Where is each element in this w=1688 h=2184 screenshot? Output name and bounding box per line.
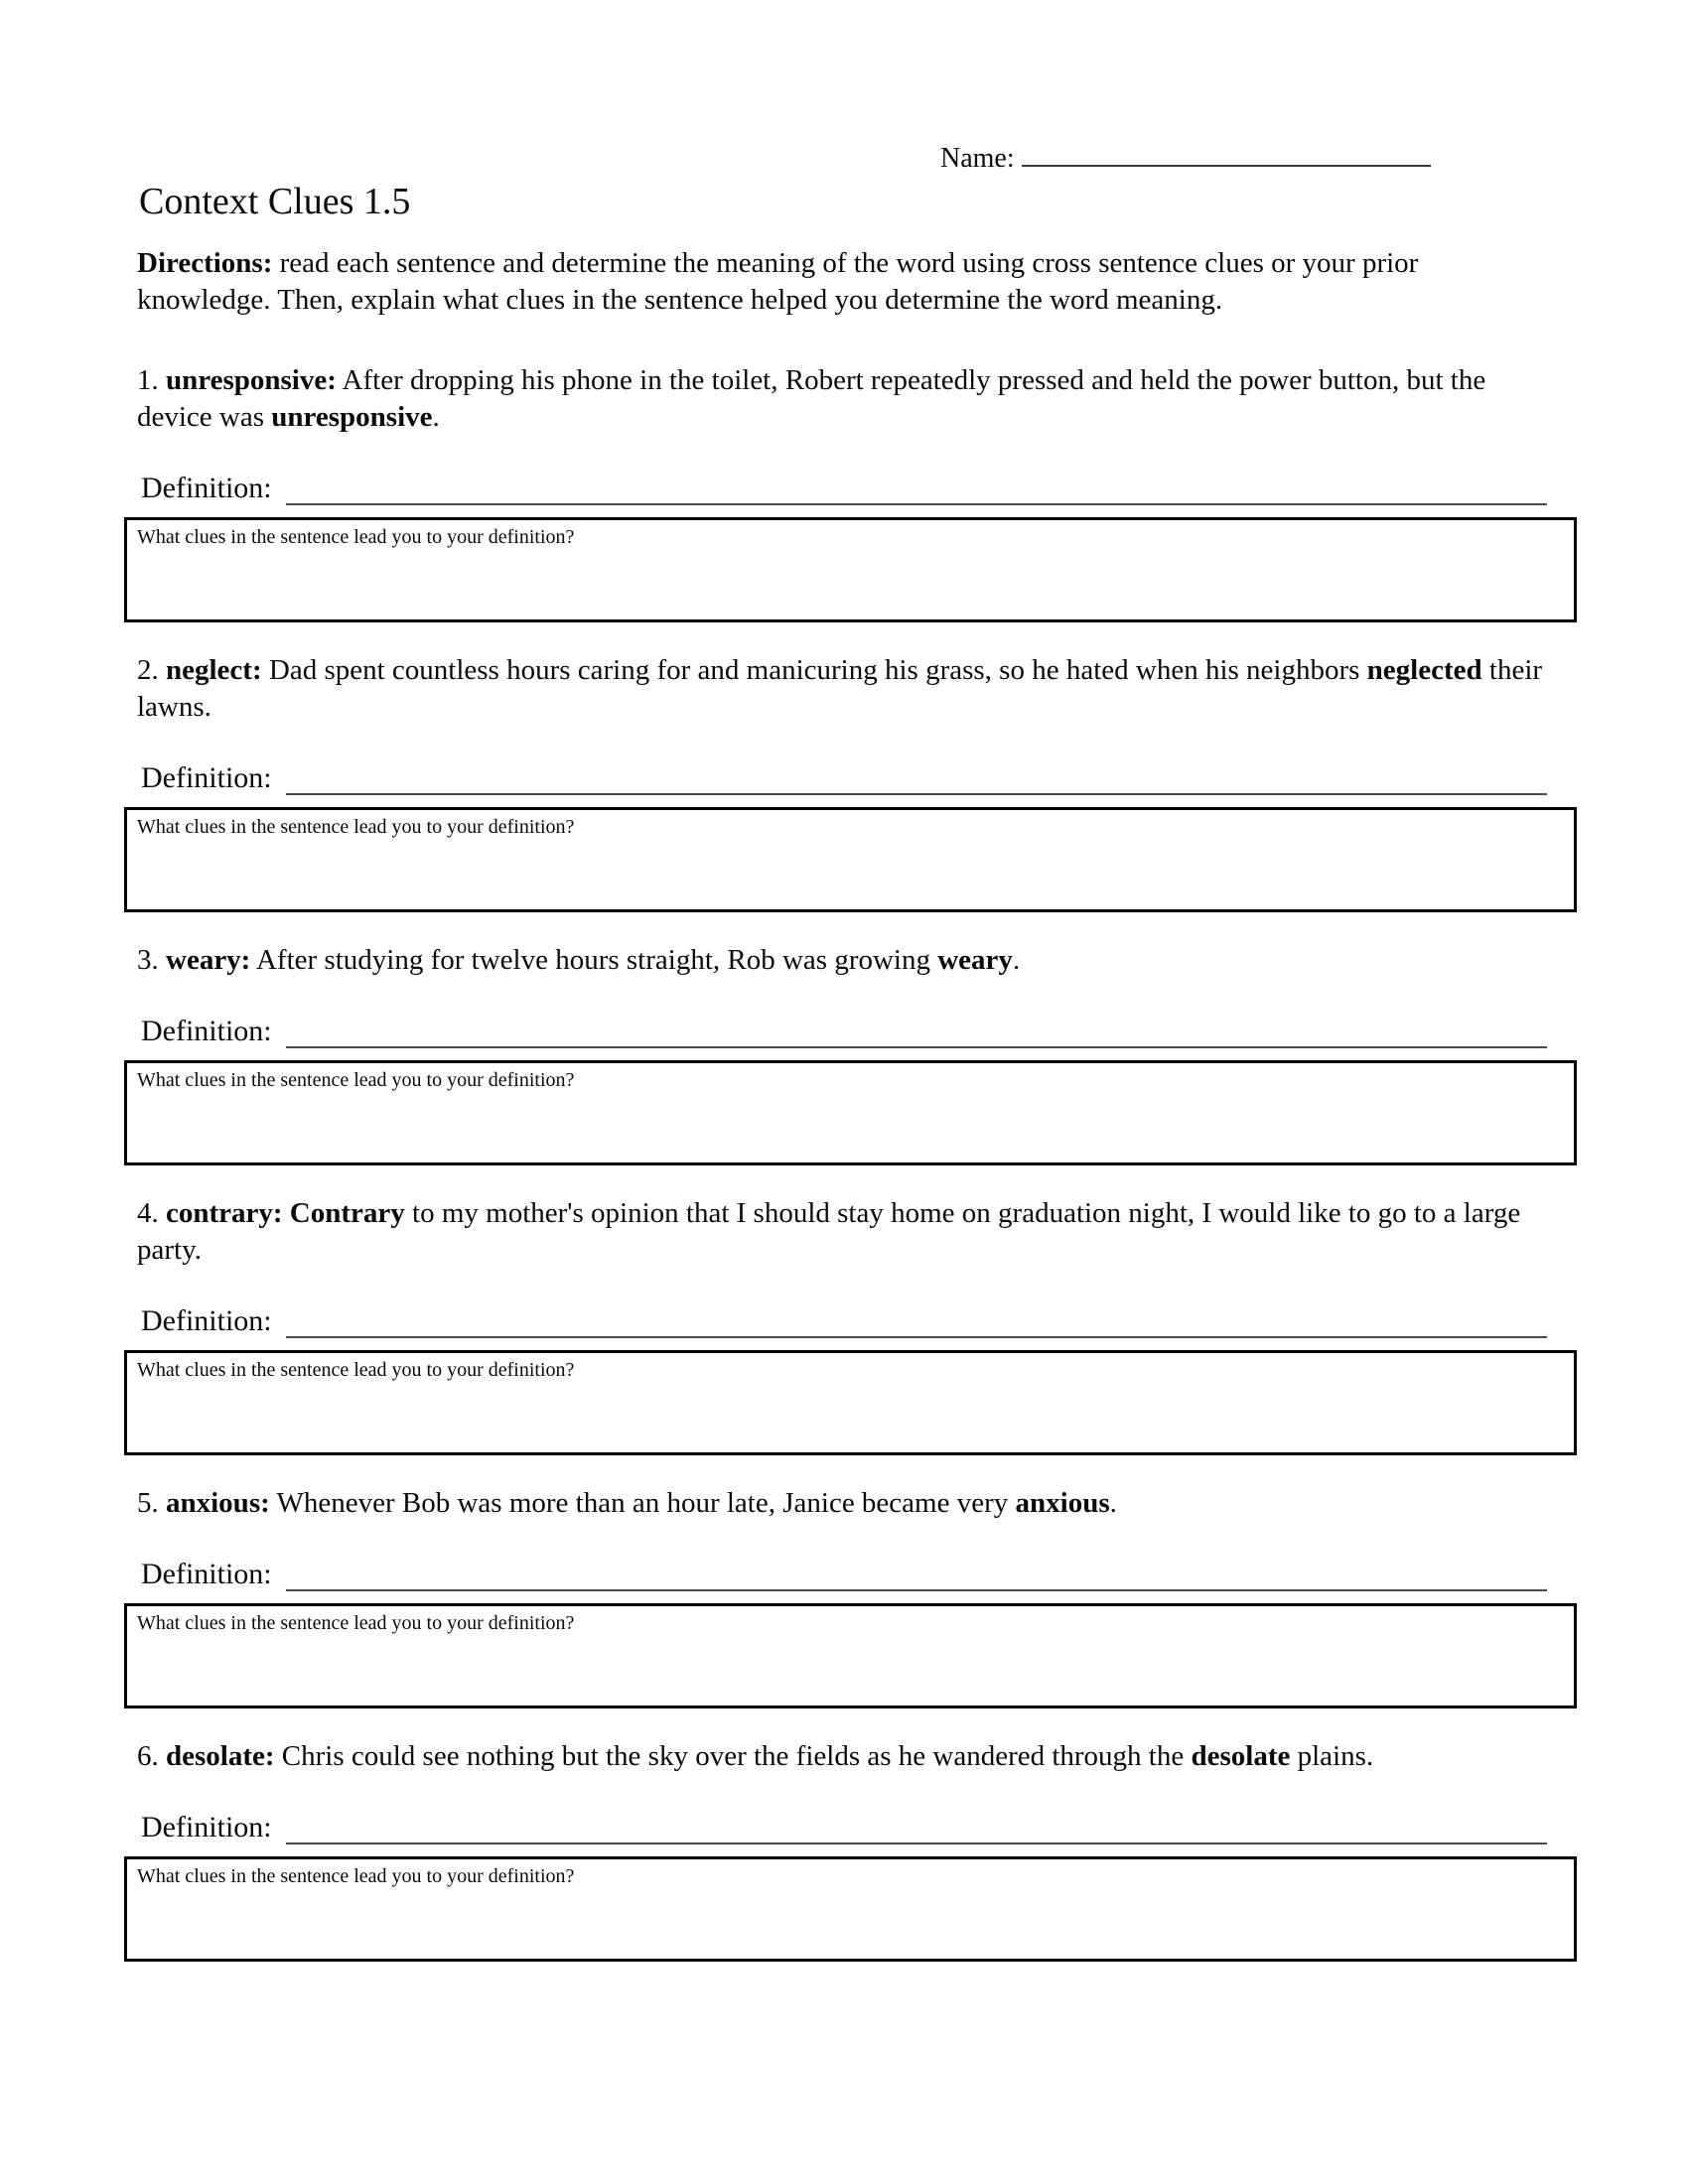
clue-box-prompt: What clues in the sentence lead you to your definition?: [137, 526, 575, 548]
definition-label: Definition:: [141, 472, 272, 504]
clue-box-prompt: What clues in the sentence lead you to your definition?: [137, 1359, 575, 1381]
definition-label: Definition:: [141, 1811, 272, 1843]
definition-label: Definition:: [141, 1304, 272, 1337]
definition-label: Definition:: [141, 761, 272, 794]
question-block-3: [0, 942, 1688, 1165]
question-sentence: 6. desolate: Chris could see nothing but the sky over the fields as he wandered through the desolate plains.: [137, 1740, 1374, 1772]
clue-box-prompt: What clues in the sentence lead you to your definition?: [137, 1612, 575, 1634]
name-label: Name:: [940, 143, 1015, 174]
clue-box-prompt: What clues in the sentence lead you to your definition?: [137, 1865, 575, 1887]
definition-blank-line[interactable]: [286, 1560, 1547, 1591]
question-sentence: 2. neglect: Dad spent countless hours caring for and manicuring his grass, so he hated when his neighbors neglected their lawns.: [137, 654, 1543, 723]
name-row: [940, 141, 1688, 176]
question-block-4: [0, 1195, 1688, 1455]
definition-row: [141, 1811, 1547, 1844]
clue-response-box[interactable]: [124, 517, 1577, 622]
question-block-2: [0, 652, 1688, 912]
definition-row: [141, 1015, 1547, 1048]
directions-label: Directions:: [137, 247, 273, 279]
clue-response-box[interactable]: [124, 1603, 1577, 1708]
clue-box-prompt: What clues in the sentence lead you to your definition?: [137, 816, 575, 838]
worksheet-title: Context Clues 1.5: [139, 181, 411, 222]
definition-row: [141, 472, 1547, 505]
question-block-5: [0, 1485, 1688, 1708]
definition-row: [141, 1558, 1547, 1591]
clue-response-box[interactable]: [124, 1060, 1577, 1165]
definition-blank-line[interactable]: [286, 1017, 1547, 1048]
question-sentence: 4. contrary: Contrary to my mother's opinion that I should stay home on graduation night, I would like to go to a large party.: [137, 1197, 1521, 1266]
question-sentence: 1. unresponsive: After dropping his phone in the toilet, Robert repeatedly pressed and held the power button, but the device was unresponsive.: [137, 364, 1486, 433]
definition-blank-line[interactable]: [286, 1813, 1547, 1844]
clue-box-prompt: What clues in the sentence lead you to your definition?: [137, 1069, 575, 1091]
clue-response-box[interactable]: [124, 807, 1577, 912]
directions-text: read each sentence and determine the meaning of the word using cross sentence clues or your prior knowledge. Then, explain what clues in the sentence helped you determine the word meaning.: [137, 247, 1419, 316]
clue-response-box[interactable]: [124, 1350, 1577, 1455]
definition-label: Definition:: [141, 1558, 272, 1590]
definition-blank-line[interactable]: [286, 763, 1547, 795]
definition-label: Definition:: [141, 1015, 272, 1047]
question-block-6: [0, 1738, 1688, 1962]
definition-row: [141, 761, 1547, 795]
questions-list: [0, 362, 1688, 1962]
question-block-1: [0, 362, 1688, 622]
definition-row: [141, 1304, 1547, 1338]
clue-response-box[interactable]: [124, 1856, 1577, 1962]
directions-paragraph: [137, 245, 1547, 319]
definition-blank-line[interactable]: [286, 1306, 1547, 1338]
definition-blank-line[interactable]: [286, 474, 1547, 505]
question-sentence: 5. anxious: Whenever Bob was more than an hour late, Janice became very anxious.: [137, 1487, 1117, 1519]
name-blank-line[interactable]: [1022, 141, 1431, 167]
question-sentence: 3. weary: After studying for twelve hours straight, Rob was growing weary.: [137, 944, 1021, 976]
